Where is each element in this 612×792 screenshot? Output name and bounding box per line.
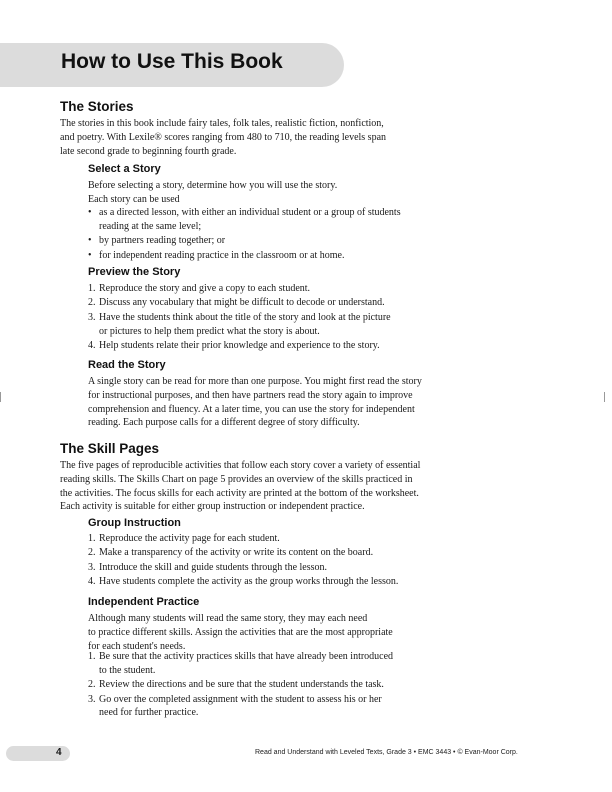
list-item [88, 234, 488, 248]
group-instruction-steps [88, 532, 508, 590]
page-number: 4 [56, 747, 62, 758]
text-line: Be sure that the activity practices skills that have already been introduced [99, 651, 394, 662]
text-line: Help students relate their prior knowledge and experience to the story. [99, 339, 380, 351]
list-item [88, 282, 488, 296]
list-item [88, 249, 488, 263]
text-line: to the student. [99, 664, 156, 676]
text-line: reading. Each purpose calls for a different degree of story difficulty. [88, 417, 360, 429]
list-item [88, 339, 488, 353]
text-line: Although many students will read the same story, they may each need [88, 613, 368, 624]
list-item [88, 206, 488, 234]
independent-practice-steps [88, 650, 488, 721]
text-line: reading at the same level; [99, 220, 202, 232]
read-story-body [88, 375, 508, 430]
step-number: 2. [88, 297, 96, 309]
text-line: and poetry. With Lexile® scores ranging from 480 to 710, the reading levels span [60, 131, 387, 143]
list-item [88, 678, 488, 692]
list-item [88, 532, 508, 546]
step-number: 3. [88, 693, 96, 705]
step-number: 1. [88, 283, 96, 294]
text-line: need for further practice. [99, 707, 199, 719]
text-line: Introduce the skill and guide students through the lesson. [99, 561, 328, 573]
text-line: Before selecting a story, determine how you will use the story. [88, 180, 338, 191]
text-line: Make a transparency of the activity or write its content on the board. [99, 547, 374, 559]
select-story-heading: Select a Story [88, 163, 161, 175]
crop-mark-left [0, 392, 1, 402]
text-line: for independent reading practice in the classroom or at home. [99, 249, 345, 261]
step-number: 3. [88, 311, 96, 323]
stories-intro [60, 117, 480, 158]
text-line: Go over the completed assignment with the student to assess his or her [99, 693, 382, 705]
text-line: The five pages of reproducible activities that follow each story cover a variety of essential [60, 460, 421, 471]
bullet-icon: • [88, 249, 92, 261]
step-number: 4. [88, 576, 96, 588]
text-line: Have students complete the activity as the group works through the lesson. [99, 576, 399, 588]
text-line: comprehension and fluency. At a later time, you can use the story for independent [88, 403, 415, 415]
list-item [88, 561, 508, 575]
text-line: Reproduce the story and give a copy to each student. [99, 283, 311, 294]
text-line: A single story can be read for more than one purpose. You might first read the story [88, 376, 422, 387]
text-line: or pictures to help them predict what the story is about. [99, 325, 320, 337]
list-item [88, 693, 488, 721]
text-line: Each activity is suitable for either group instruction or independent practice. [60, 501, 365, 513]
skills-intro [60, 459, 500, 514]
step-number: 4. [88, 339, 96, 351]
step-number: 3. [88, 561, 96, 573]
list-item [88, 575, 508, 589]
footer-credit: Read and Understand with Leveled Texts, Grade 3 • EMC 3443 • © Evan-Moor Corp. [255, 749, 518, 756]
text-line: late second grade to beginning fourth grade. [60, 145, 237, 157]
step-number: 2. [88, 547, 96, 559]
step-number: 2. [88, 679, 96, 691]
text-line: Each story can be used [88, 193, 180, 205]
skills-heading: The Skill Pages [60, 441, 160, 456]
text-line: as a directed lesson, with either an individual student or a group of students [99, 207, 401, 218]
text-line: Review the directions and be sure that the student understands the task. [99, 679, 384, 691]
list-item [88, 296, 488, 310]
bullet-icon: • [88, 207, 92, 218]
list-item [88, 311, 488, 339]
select-story-intro [88, 179, 488, 207]
preview-story-steps [88, 282, 488, 353]
stories-heading: The Stories [60, 99, 134, 114]
group-instruction-heading: Group Instruction [88, 517, 181, 529]
text-line: Have the students think about the title of the story and look at the picture [99, 311, 391, 323]
read-story-heading: Read the Story [88, 359, 166, 371]
text-line: for each student's needs. [88, 640, 186, 652]
text-line: by partners reading together; or [99, 235, 226, 247]
text-line: to practice different skills. Assign the activities that are the most appropriate [88, 626, 393, 638]
list-item [88, 650, 488, 678]
text-line: for instructional purposes, and then have partners read the story again to improve [88, 389, 413, 401]
page-title: How to Use This Book [61, 50, 283, 73]
preview-story-heading: Preview the Story [88, 266, 181, 278]
text-line: Reproduce the activity page for each student. [99, 533, 280, 544]
bullet-icon: • [88, 235, 92, 247]
text-line: the activities. The focus skills for each activity are printed at the bottom of the worksheet. [60, 487, 419, 499]
step-number: 1. [88, 533, 96, 544]
crop-mark-right [604, 392, 605, 402]
list-item [88, 546, 508, 560]
independent-practice-intro [88, 612, 488, 653]
text-line: The stories in this book include fairy tales, folk tales, realistic fiction, nonfiction, [60, 118, 384, 129]
text-line: reading skills. The Skills Chart on page 5 provides an overview of the skills practiced in [60, 473, 413, 485]
independent-practice-heading: Independent Practice [88, 596, 200, 608]
step-number: 1. [88, 651, 96, 662]
text-line: Discuss any vocabulary that might be difficult to decode or understand. [99, 297, 385, 309]
select-story-bullets [88, 206, 488, 263]
